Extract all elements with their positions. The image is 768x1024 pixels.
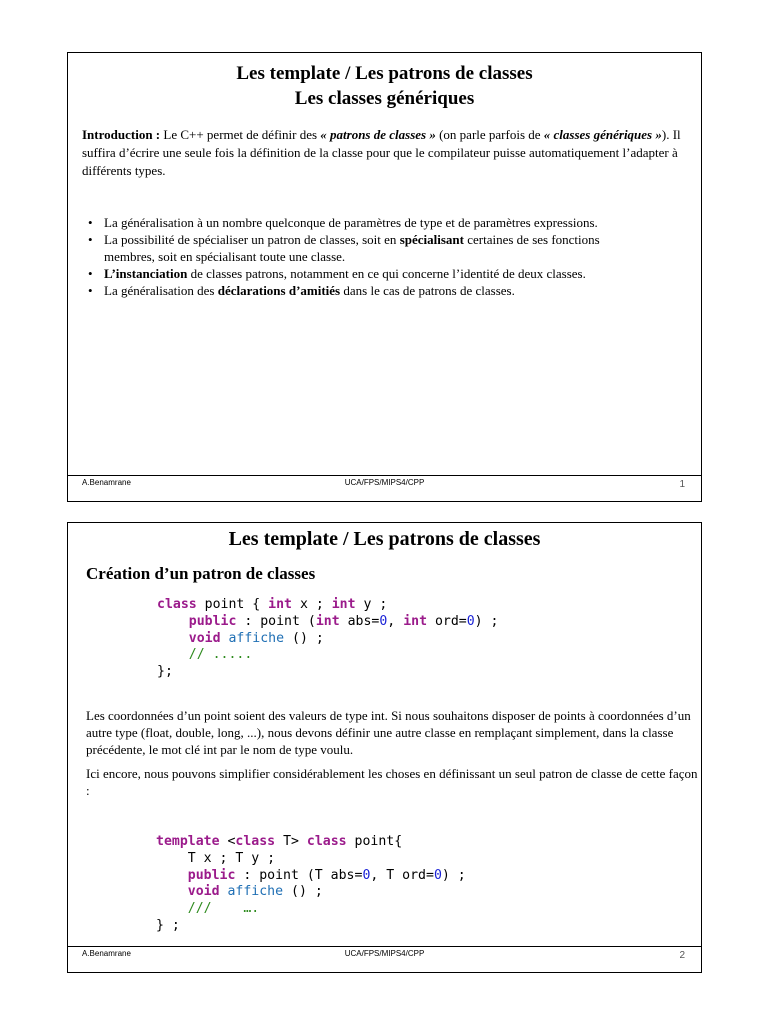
code-text: } ; [156, 917, 180, 933]
code-block-int-point [157, 597, 499, 681]
bullet-text: certaines de ses fonctions membres, soit en spécialisant toute une classe. [104, 232, 600, 264]
code-text: }; [157, 664, 173, 680]
code-block-template-point [156, 834, 466, 935]
bullet-text: La possibilité de spécialiser un patron de classes, soit en [104, 232, 400, 247]
bullet-item [82, 214, 642, 231]
code-keyword: void [187, 884, 220, 900]
slide-1 [67, 52, 702, 502]
slide-footer [68, 946, 701, 961]
code-text: : point (T abs= [235, 867, 363, 883]
code-text: T> [275, 834, 307, 849]
code-text: point { [196, 597, 269, 612]
code-comment: // ..... [188, 647, 253, 663]
bullet-dot-icon: • [88, 215, 93, 230]
code-text: , T ord= [370, 867, 434, 883]
code-text: () ; [283, 884, 323, 900]
bullet-text: de classes patrons, notamment en ce qui concerne l’identité de deux classes. [187, 266, 586, 281]
intro-emphasis-1: « patrons de classes » [320, 127, 436, 142]
slide-title-line1: Les template / Les patrons de classes [236, 63, 533, 84]
code-keyword: class [157, 597, 197, 612]
bullet-list [82, 214, 642, 299]
code-text: ) ; [441, 867, 466, 883]
bullet-item [82, 282, 642, 299]
slide-title: Les template / Les patrons de classes [228, 528, 541, 550]
code-function: affiche [227, 884, 284, 900]
footer-course: UCA/FPS/MIPS4/CPP [344, 949, 425, 958]
code-keyword: int [268, 597, 292, 612]
bullet-text: dans le cas de patrons de classes. [340, 283, 515, 298]
paragraph-coordinates: Les coordonnées d’un point soient des valeurs de type int. Si nous souhaitons disposer de points à coordonnées d’un autre type (float, double, long, ...), nous devons définir une autre classe en remplaçant simplement, dans la classe précédente, le mot clé int par le nom de type voulu. [86, 708, 691, 757]
intro-text-1: Le C++ permet de définir des [160, 127, 321, 142]
code-text: , [387, 613, 404, 629]
code-text: () ; [284, 630, 324, 646]
code-text: : point ( [236, 613, 316, 629]
code-keyword: public [188, 613, 237, 629]
code-number: 0 [379, 613, 388, 629]
section-subtitle: Création d’un patron de classes [86, 564, 316, 583]
code-text: < [219, 834, 236, 849]
code-text: y ; [355, 597, 388, 612]
intro-emphasis-2: « classes génériques » [543, 127, 662, 142]
code-function: affiche [228, 630, 285, 646]
bullet-text: La généralisation à un nombre quelconque de paramètres de type et de paramètres expressions. [104, 215, 598, 230]
bullet-bold-text: déclarations d’amitiés [217, 283, 341, 298]
slide-2 [67, 522, 702, 973]
code-number: 0 [466, 613, 475, 629]
code-text: abs= [339, 613, 380, 629]
introduction-paragraph [82, 126, 688, 180]
code-number: 0 [433, 867, 442, 883]
code-keyword: public [187, 867, 236, 883]
footer-course: UCA/FPS/MIPS4/CPP [344, 478, 425, 487]
bullet-dot-icon: • [88, 232, 93, 247]
code-keyword: void [188, 630, 221, 646]
bullet-dot-icon: • [88, 283, 93, 298]
footer-page-number: 1 [679, 479, 685, 490]
intro-text-3: ). Il suffira d’écrire une seule fois la définition de la classe pour que le compilateur puisse automatiquement l’adapter à différents types. [82, 127, 681, 178]
bullet-bold-text: L’instanciation [104, 266, 188, 281]
code-comment: /// [187, 901, 212, 917]
code-number: 0 [362, 867, 371, 883]
footer-author: A.Benamrane [82, 949, 131, 958]
code-keyword: class [235, 834, 276, 849]
code-text: T x ; T y ; [187, 850, 276, 866]
footer-page-number: 2 [679, 950, 685, 961]
code-text: ord= [427, 613, 467, 629]
code-text: x ; [292, 597, 332, 612]
code-text: ) ; [474, 613, 499, 629]
slide-footer [68, 475, 701, 490]
code-keyword: class [306, 834, 347, 849]
footer-author: A.Benamrane [82, 478, 131, 487]
intro-text-2: (on parle parfois de [435, 127, 544, 142]
bullet-bold-text: spécialisant [399, 232, 464, 247]
intro-label: Introduction : [82, 127, 161, 142]
code-keyword: template [156, 834, 220, 849]
paragraph-simplify: Ici encore, nous pouvons simplifier considérablement les choses en définissant un seul patron de classe de cette façon : [86, 766, 698, 798]
slide-title-line2: Les classes génériques [294, 88, 475, 109]
code-keyword: int [331, 597, 356, 612]
bullet-item [82, 265, 642, 282]
code-text: point{ [346, 834, 403, 849]
bullet-text: La généralisation des [104, 283, 218, 298]
bullet-dot-icon: • [88, 266, 93, 281]
code-comment: …. [211, 901, 260, 917]
code-keyword: int [315, 613, 340, 629]
code-keyword: int [403, 613, 428, 629]
bullet-item [82, 231, 642, 265]
